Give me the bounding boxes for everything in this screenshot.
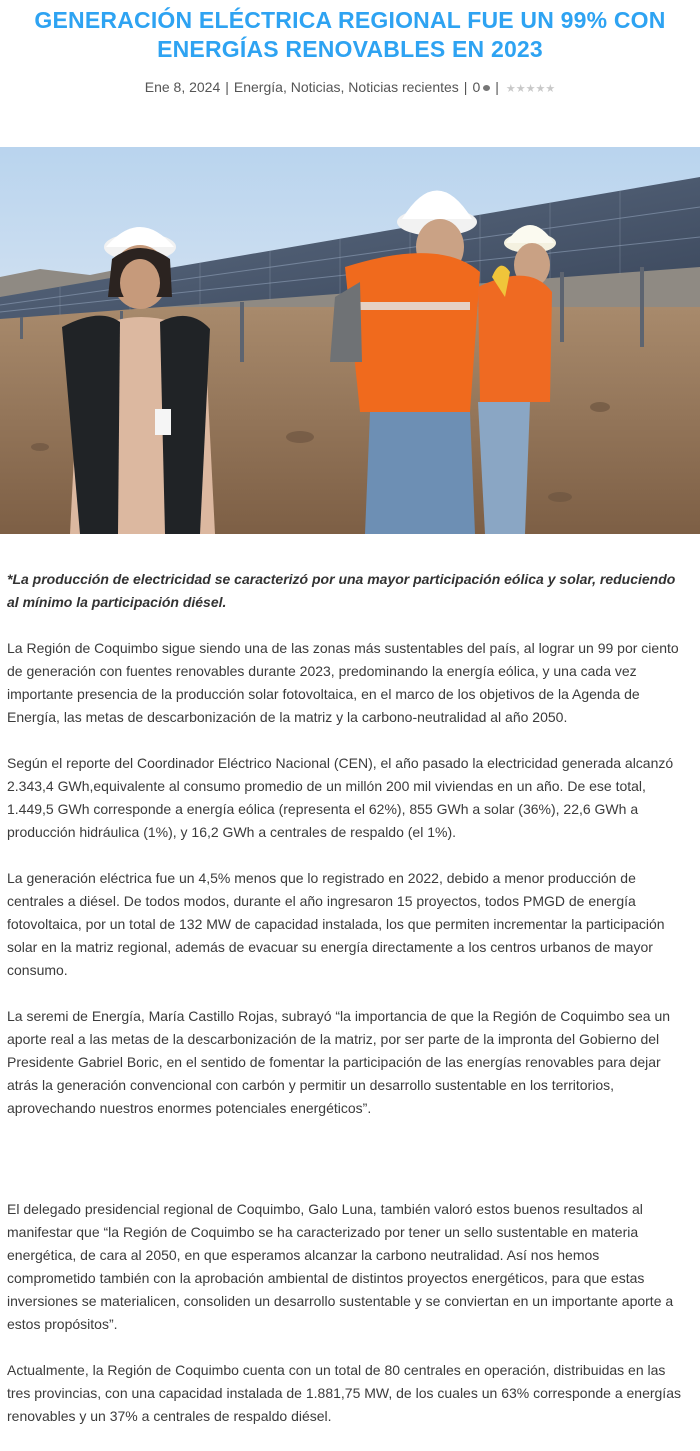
article-paragraph: La seremi de Energía, María Castillo Rojas, subrayó “la importancia de que la Región de Coquimbo sea un aporte real a las metas de la descarbonización de la matriz, por ser parte de la impronta del Gobierno del Presidente Gabriel Boric, en el sentido de fomentar la participación de las energías renovables para dejar atrás la generación convencional con carbón y permitir un desarrollo sustentable en los territorios, aprovechando nuestros enormes potenciales energéticos”. [7,1008,671,1116]
star-icon: ★ [525,83,536,95]
article-paragraph: Actualmente, la Región de Coquimbo cuenta con un total de 80 centrales en operación, distribuidas en las tres provincias, con una capacidad instalada de 1.881,75 MW, de los cuales un 63% corresponde a energías renovables y un 37% a centrales de respaldo diésel. [7,1362,681,1424]
featured-image [0,147,700,534]
star-icon: ★ [515,83,526,95]
comment-icon [483,85,490,91]
post-meta: Ene 8, 2024 | Energía, Noticias, Noticias recientes | 0 | ★★★★★ [0,77,700,97]
article-paragraph: Según el reporte del Coordinador Eléctrico Nacional (CEN), el año pasado la electricidad generada alcanzó 2.343,4 GWh,equivalente al consumo promedio de un millón 200 mil viviendas en un año. De ese total, 1.449,5 GWh corresponde a energía eólica (representa el 62%), 855 GWh a solar (36%), 22,6 GWh a producción hidráulica (1%), y 16,2 GWh a centrales de respaldo (el 1%). [7,755,674,840]
category-link-energia[interactable]: Energía [233,79,283,95]
article-lead: *La producción de electricidad se caracterizó por una mayor participación eólica y solar, reduciendo al mínimo la participación diésel. [7,571,676,610]
category-link-noticias-recientes[interactable]: Noticias recientes [348,79,459,95]
article-body [7,568,687,1451]
article-title: GENERACIÓN ELÉCTRICA REGIONAL FUE UN 99% CON ENERGÍAS RENOVABLES EN 2023 [34,7,666,62]
star-icon: ★ [535,83,546,95]
star-icon: ★ [545,83,556,95]
category-link-noticias[interactable]: Noticias [290,79,341,95]
article-paragraph: El delegado presidencial regional de Coquimbo, Galo Luna, también valoró estos buenos resultados al manifestar que “la Región de Coquimbo se ha caracterizado por tener un sello sustentable en materia energética, de cara al 2050, en que esperamos alcanzar la carbono neutralidad. Así nos hemos comprometido también con la aprobación ambiental de distintos proyectos energéticos, para que estas inversiones se materialicen, consoliden un desarrollo sustentable y se conviertan en un importante aporte a estos propósitos”. [7,1201,674,1332]
comments-link[interactable] [472,79,490,95]
article-paragraph: La generación eléctrica fue un 4,5% menos que lo registrado en 2022, debido a menor producción de centrales a diésel. De todos modos, durante el año ingresaron 15 proyectos, todos PMGD de energía fotovoltaica, por un total de 132 MW de capacidad instalada, los que permiten incrementar la participación solar en la matriz regional, además de evacuar su energía directamente a los centros urbanos de mayor consumo. [7,870,665,978]
post-date: Ene 8, 2024 [144,79,221,95]
rating-stars [506,77,555,99]
spacer [7,1143,687,1198]
comments-count: 0 [472,79,481,95]
article-paragraph: La Región de Coquimbo sigue siendo una de las zonas más sustentables del país, al lograr un 99 por ciento de generación con fuentes renovables durante 2023, predominando la energía eólica, y una cada vez importante presencia de la producción solar fotovoltaica, en el marco de los objetivos de la Agenda de Energía, las metas de descarbonización de la matriz y la carbono-neutralidad al año 2050. [7,640,679,725]
star-icon: ★ [505,83,516,95]
